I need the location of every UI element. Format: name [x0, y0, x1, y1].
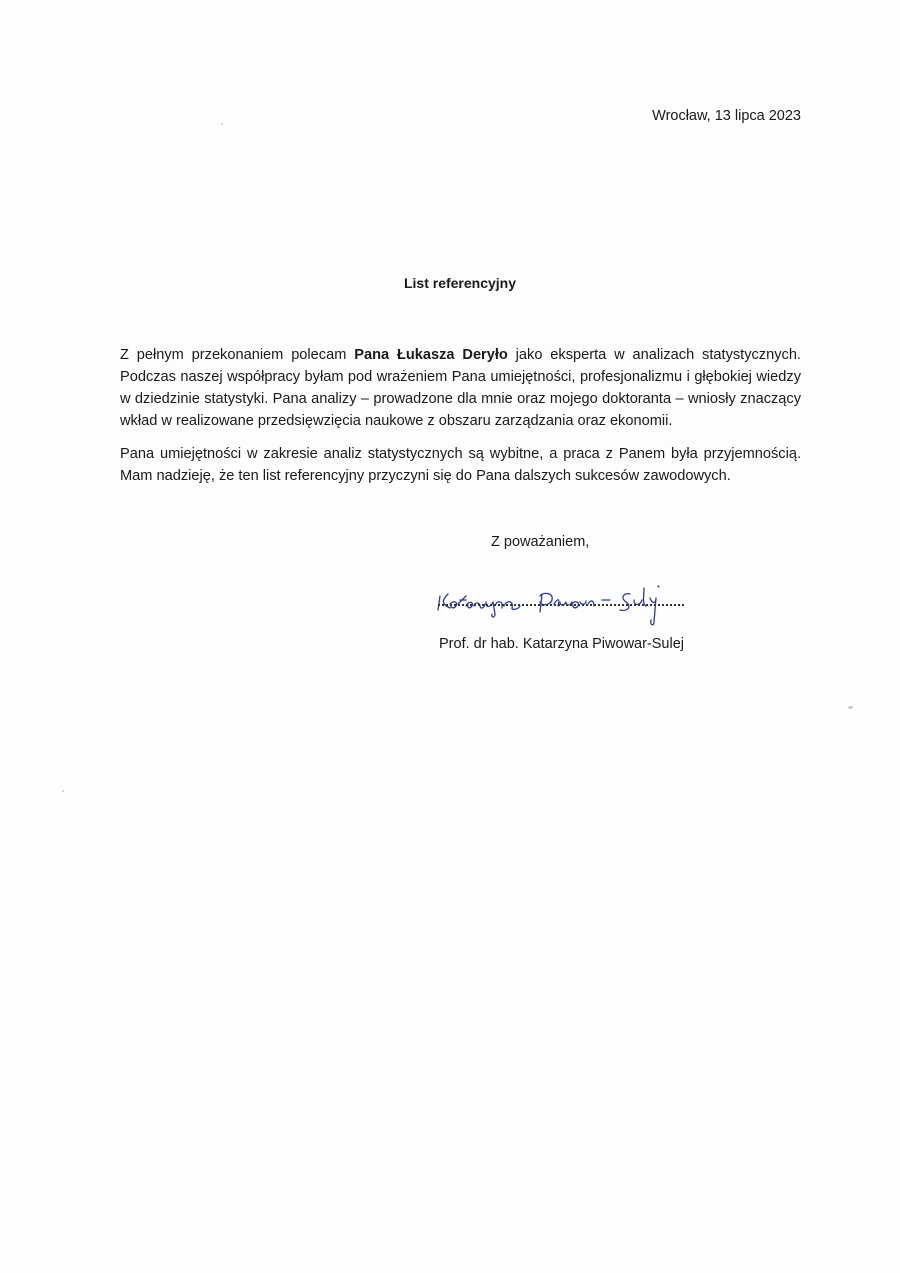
paragraph-1-rest: jako eksperta w analizach statystycznych. Podczas naszej współpracy byłam pod wrażeniem Pana umiejętności, profesjonalizmu i głębokiej wiedzy w dziedzinie statystyki. Pana analizy – prowadzone dla mnie oraz mojego doktoranta – wniosły znaczący wkład w realizowane przedsięwzięcia naukowe z obszaru zarządzania oraz ekonomii.: [120, 347, 801, 429]
letter-body: [120, 344, 801, 498]
paragraph-2: Pana umiejętności w zakresie analiz statystycznych są wybitne, a praca z Panem była przyjemnością. Mam nadzieję, że ten list referencyjny przyczyni się do Pana dalszych sukcesów zawodowych.: [120, 446, 801, 484]
closing-phrase: Z poważaniem,: [491, 534, 590, 550]
recommended-person-name: Pana Łukasza Deryło: [354, 347, 508, 363]
signer-name: Prof. dr hab. Katarzyna Piwowar-Sulej: [439, 636, 684, 652]
signature-line: [438, 604, 684, 606]
paragraph-1: [120, 344, 801, 432]
paragraph-1-start: Z pełnym przekonaniem polecam: [120, 347, 355, 363]
place-date: Wrocław, 13 lipca 2023: [652, 108, 801, 124]
scan-speck: [221, 123, 223, 125]
scan-speck: [848, 706, 853, 709]
scan-speck: [62, 790, 64, 792]
letter-title: List referencyjny: [403, 275, 517, 291]
